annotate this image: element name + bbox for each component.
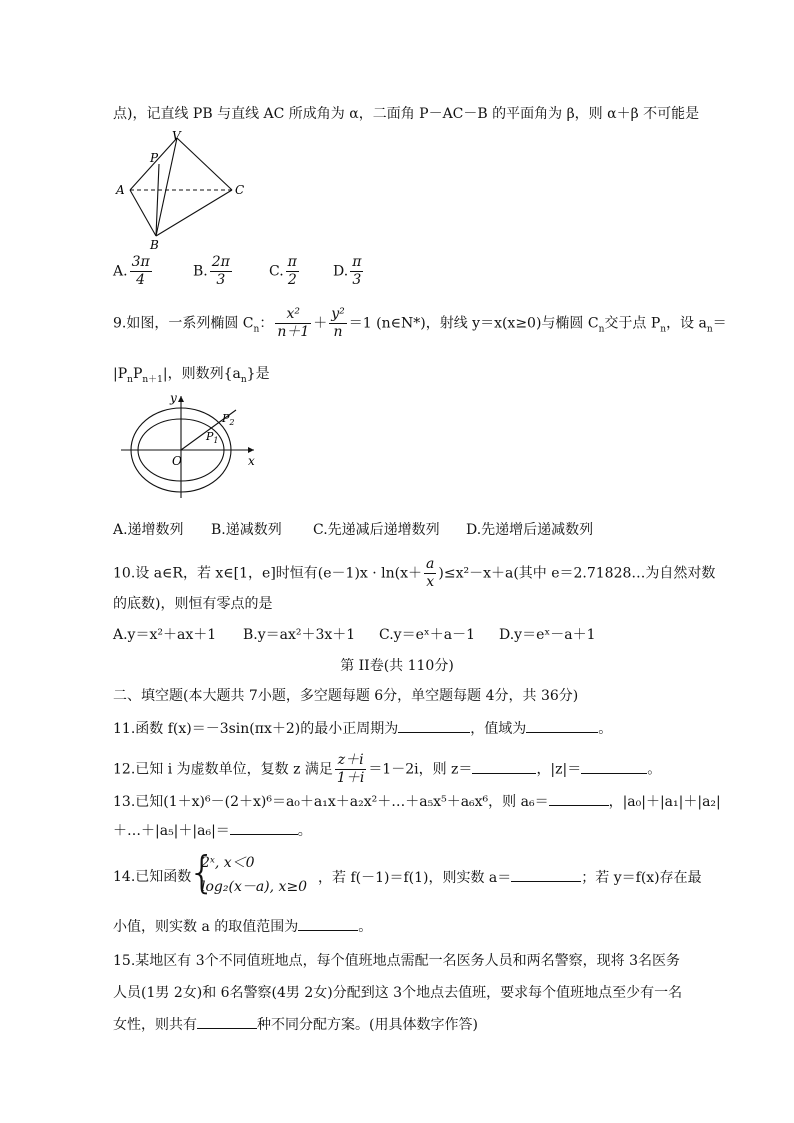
q14-case-2: log₂(x－a), x≥0 bbox=[201, 879, 308, 895]
q8-option-c[interactable]: C. $\frac{\pi}{2}$ bbox=[269, 254, 297, 288]
label-p1: $P_1$ bbox=[206, 430, 219, 445]
q9-stem: 9.如图，一系列椭圆 $C_n$： $\frac{\text{x²}}{n+1}$ ＋ $\frac{\text{y²}}{n}$ ＝1 (n∈N*)，射线 y＝x(x≥0)与椭圆 $C_n$交于点 $P_n$，设 $a_n=$ bbox=[113, 306, 727, 340]
q13-blank-2[interactable] bbox=[230, 820, 298, 835]
q9-option-c[interactable]: C.先递减后递增数列 bbox=[313, 522, 440, 538]
q10-stem: 10.设 a∈R，若 x∈[1，e]时恒有(e－1)x · ln(x＋ $\frac{a}{x}$ )≤x²－x＋a(其中 e＝2.71828…为自然对数 bbox=[113, 556, 716, 590]
q8-option-b[interactable]: B. $\frac{2\pi}{3}$ bbox=[193, 254, 230, 288]
label-c: C bbox=[235, 183, 245, 197]
q14-blank-1[interactable] bbox=[511, 867, 581, 882]
q14-line2: 小值，则实数 a 的取值范围为 。 bbox=[113, 916, 372, 937]
label-y: y bbox=[170, 391, 177, 405]
q11-blank-2[interactable] bbox=[526, 718, 598, 733]
q14-prefix: 14.已知函数 bbox=[113, 869, 192, 885]
q8-tetrahedron-figure bbox=[112, 128, 252, 250]
q14-main: ，若 f(－1)＝f(1)，则实数 a＝ ；若 y＝f(x)存在最 bbox=[318, 867, 702, 888]
label-b: B bbox=[150, 238, 159, 250]
label-p2: $P_2$ bbox=[222, 412, 235, 427]
q12-blank-2[interactable] bbox=[581, 759, 647, 774]
q8-option-d[interactable]: D. $\frac{\pi}{3}$ bbox=[333, 254, 362, 288]
q13-blank-1[interactable] bbox=[549, 791, 609, 806]
q9-option-a[interactable]: A.递增数列 bbox=[113, 522, 184, 538]
label-p: P bbox=[150, 151, 159, 165]
label-o: O bbox=[172, 454, 182, 468]
q8-option-a[interactable]: A. $\frac{3\pi}{4}$ bbox=[113, 254, 150, 288]
q15-blank[interactable] bbox=[197, 1014, 257, 1029]
q13-line2: ＋…＋|a₅|＋|a₆|＝ 。 bbox=[113, 820, 312, 841]
q15-line3: 女性，则共有 种不同分配方案。(用具体数字作答) bbox=[113, 1014, 478, 1035]
q15-line1: 15.某地区有 3个不同值班地点，每个值班地点需配一名医务人员和两名警察，现将 3名医务 bbox=[113, 953, 680, 969]
q11-blank-1[interactable] bbox=[398, 718, 470, 733]
label-a: A bbox=[116, 183, 125, 197]
q9-option-b[interactable]: B.递减数列 bbox=[211, 522, 282, 538]
label-v: V bbox=[172, 129, 181, 143]
section-intro: 二、填空题(本大题共 7小题，多空题每题 6分，单空题每题 4分，共 36分) bbox=[113, 688, 579, 704]
q9-stem-line2: $|P_nP_{n+1}|$，则数列$\{a_n\}$是 bbox=[113, 366, 270, 385]
q11: 11.函数 f(x)＝－3sin(πx＋2)的最小正周期为 ，值域为 。 bbox=[113, 718, 612, 739]
q15-line2: 人员(1男 2女)和 6名警察(4男 2女)分配到这 3个地点去值班，要求每个值班地点至少有一名 bbox=[113, 985, 683, 1001]
q12: 12.已知 i 为虚数单位，复数 z 满足 $\frac{z+i}{1+i}$ ＝1－2i，则 z＝ ，|z|＝ 。 bbox=[113, 752, 662, 786]
q10-option-d[interactable]: D.y＝eˣ－a＋1 bbox=[499, 627, 596, 643]
q14-case-1: 2ˣ, x＜0 bbox=[201, 855, 255, 871]
q10-option-a[interactable]: A.y＝x²＋ax＋1 bbox=[113, 627, 217, 643]
q14-blank-2[interactable] bbox=[298, 916, 358, 931]
label-x: x bbox=[248, 454, 255, 468]
q12-blank-1[interactable] bbox=[472, 759, 536, 774]
q9-ellipse-figure bbox=[118, 388, 266, 500]
q10-option-c[interactable]: C.y＝eˣ＋a－1 bbox=[379, 627, 476, 643]
q14-brace: { bbox=[188, 847, 216, 898]
q10-option-b[interactable]: B.y＝ax²＋3x＋1 bbox=[243, 627, 356, 643]
q9-option-d[interactable]: D.先递增后递减数列 bbox=[466, 522, 594, 538]
section-title: 第 II卷(共 110分) bbox=[340, 658, 454, 674]
q10-stem-line2: 的底数)，则恒有零点的是 bbox=[113, 596, 273, 612]
q8-stem: 点)，记直线 PB 与直线 AC 所成角为 α，二面角 P－AC－B 的平面角为 β，则 α＋β 不可能是 bbox=[113, 106, 700, 122]
q13-line1: 13.已知(1＋x)⁶－(2＋x)⁶＝a₀＋a₁x＋a₂x²＋…＋a₅x⁵＋a₆x⁶，则 a₆＝ ，|a₀|＋|a₁|＋|a₂| bbox=[113, 791, 721, 812]
